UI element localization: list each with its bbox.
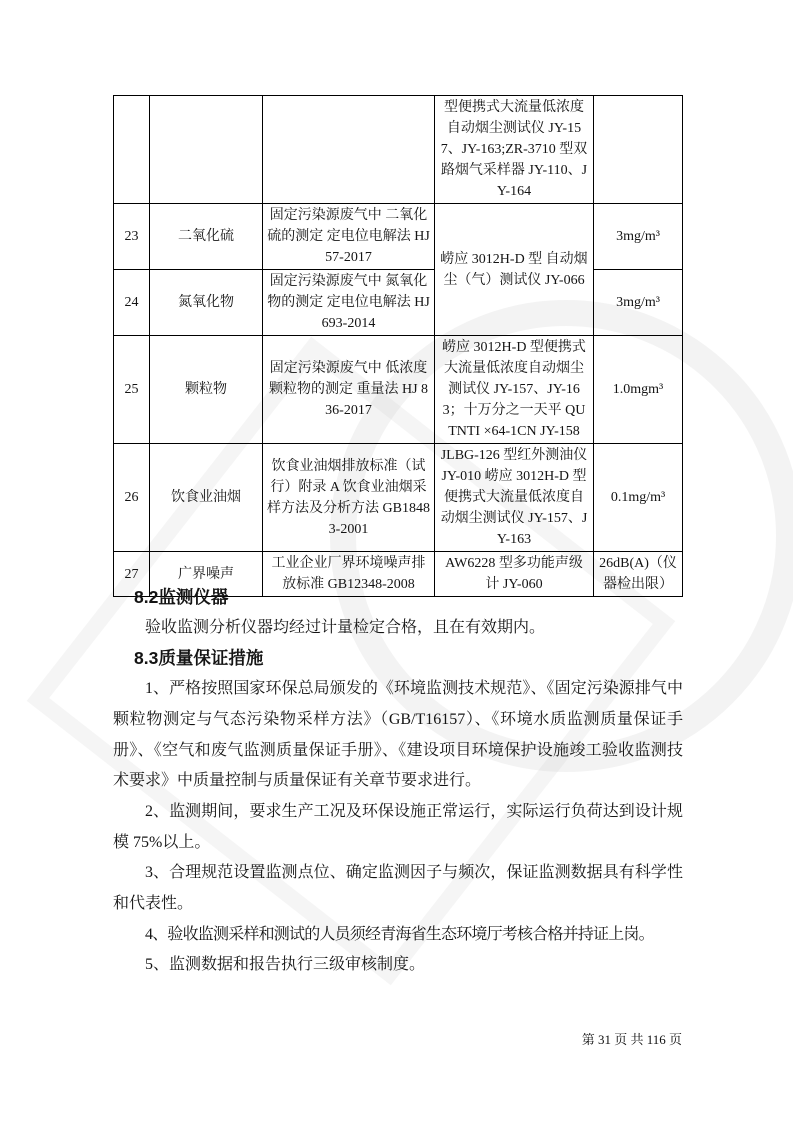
cell-index: 27 bbox=[114, 552, 150, 597]
cell-limit bbox=[594, 96, 683, 204]
section-8-2-paragraph: 验收监测分析仪器均经过计量检定合格，且在有效期内。 bbox=[145, 618, 546, 636]
table-row-23 bbox=[114, 204, 683, 270]
cell-item: 饮食业油烟 bbox=[150, 444, 263, 552]
cell-method: 工业企业厂界环境噪声排放标准 GB12348-2008 bbox=[263, 552, 435, 597]
cell-limit: 3mg/m³ bbox=[594, 270, 683, 336]
section-heading-8-2: 8.2监测仪器 bbox=[134, 587, 229, 607]
table-row-continuation bbox=[114, 96, 683, 204]
section-heading-8-3: 8.3质量保证措施 bbox=[134, 648, 264, 669]
cell-limit: 1.0mgm³ bbox=[594, 336, 683, 444]
cell-instrument: AW6228 型多功能声级计 JY-060 bbox=[435, 552, 594, 597]
cell-method: 饮食业油烟排放标准（试行）附录 A 饮食业油烟采样方法及分析方法 GB18483-2001 bbox=[263, 444, 435, 552]
body-text bbox=[113, 582, 683, 981]
cell-item: 颗粒物 bbox=[150, 336, 263, 444]
cell-index: 25 bbox=[114, 336, 150, 444]
cell-method: 固定污染源废气中 氮氧化物的测定 定电位电解法 HJ693-2014 bbox=[263, 270, 435, 336]
cell-index: 23 bbox=[114, 204, 150, 270]
cell-method: 固定污染源废气中 低浓度颗粒物的测定 重量法 HJ 836-2017 bbox=[263, 336, 435, 444]
qa-paragraph-2: 2、监测期间，要求生产工况及环保设施正常运行，实际运行负荷达到设计规模 75%以上。 bbox=[113, 802, 683, 851]
cell-index: 26 bbox=[114, 444, 150, 552]
cell-instrument: 崂应 3012H-D 型 自动烟尘（气）测试仪 JY-066 bbox=[435, 204, 594, 336]
qa-paragraph-5: 5、监测数据和报告执行三级审核制度。 bbox=[145, 956, 426, 974]
cell-index: 24 bbox=[114, 270, 150, 336]
cell-instrument: 崂应 3012H-D 型便携式大流量低浓度自动烟尘测试仪 JY-157、JY-163；十万分之一天平 QUTNTI ×64-1CN JY-158 bbox=[435, 336, 594, 444]
table-row-25 bbox=[114, 336, 683, 444]
cell-limit: 0.1mg/m³ bbox=[594, 444, 683, 552]
qa-paragraph-3: 3、合理规范设置监测点位、确定监测因子与频次，保证监测数据具有科学性和代表性。 bbox=[113, 864, 683, 913]
cell-item: 广界噪声 bbox=[150, 552, 263, 597]
cell-instrument: 型便携式大流量低浓度自动烟尘测试仪 JY-157、JY-163;ZR-3710 型双路烟气采样器 JY-110、JY-164 bbox=[435, 96, 594, 204]
qa-paragraph-4: 4、验收监测采样和测试的人员须经青海省生态环境厅考核合格并持证上岗。 bbox=[145, 925, 654, 943]
table-row-24 bbox=[114, 270, 683, 336]
cell-instrument: JLBG-126 型红外测油仪 JY-010 崂应 3012H-D 型便携式大流量低浓度自动烟尘测试仪 JY-157、JY-163 bbox=[435, 444, 594, 552]
cell-method bbox=[263, 96, 435, 204]
cell-limit: 3mg/m³ bbox=[594, 204, 683, 270]
cell-method: 固定污染源废气中 二氧化硫的测定 定电位电解法 HJ 57-2017 bbox=[263, 204, 435, 270]
cell-item: 二氧化硫 bbox=[150, 204, 263, 270]
cell-index bbox=[114, 96, 150, 204]
cell-item bbox=[150, 96, 263, 204]
table-row-26 bbox=[114, 444, 683, 552]
page-number: 第 31 页 共 116 页 bbox=[581, 1032, 682, 1047]
cell-limit: 26dB(A)（仪器检出限） bbox=[594, 552, 683, 597]
qa-paragraph-1: 1、严格按照国家环保总局颁发的《环境监测技术规范》、《固定污染源排气中颗粒物测定与气态污染物采样方法》（GB/T16157）、《环境水质监测质量保证手册》、《空气和废气监测质量保证手册》、《建设项目环境保护设施竣工验收监测技术要求》中质量控制与质量保证有关章节要求进行。 bbox=[113, 680, 683, 790]
cell-item: 氮氧化物 bbox=[150, 270, 263, 336]
monitoring-instruments-table bbox=[113, 95, 683, 597]
